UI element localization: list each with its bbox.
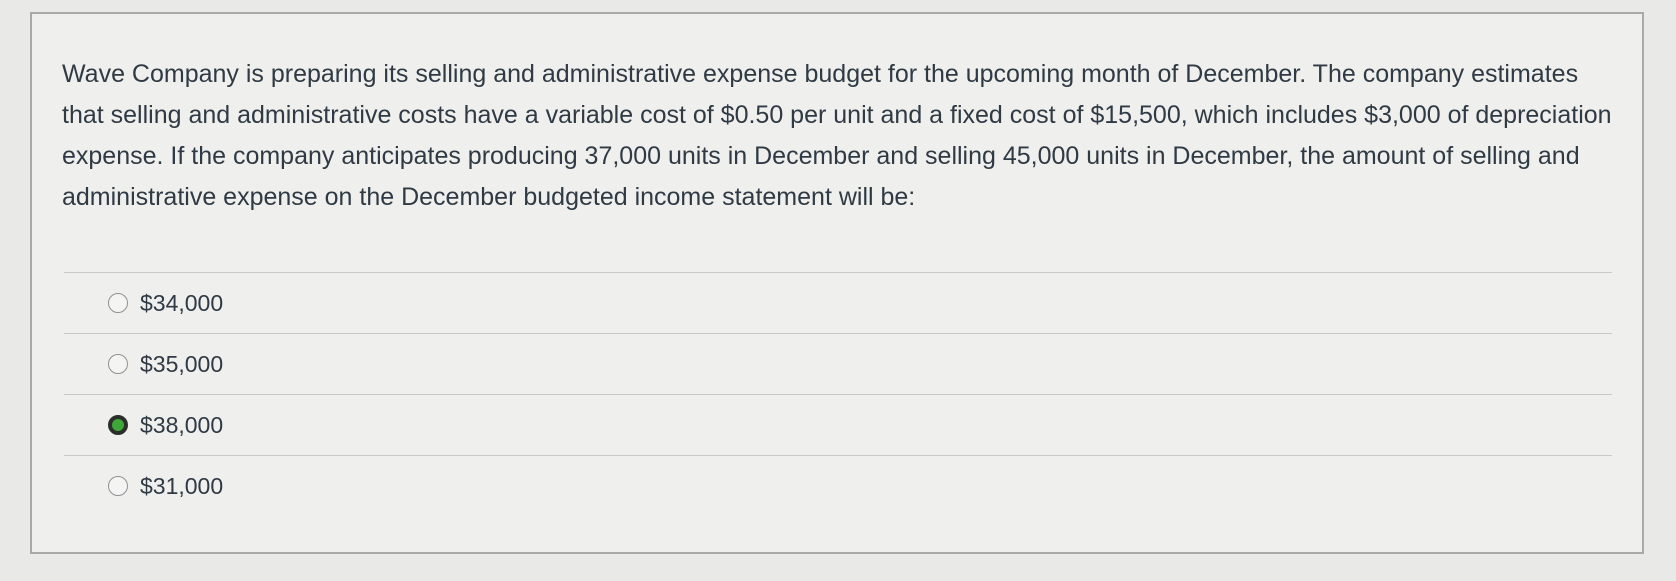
question-card	[30, 12, 1644, 554]
answer-option-2[interactable]	[64, 333, 1612, 394]
answer-label: $35,000	[140, 350, 224, 377]
answer-option-3[interactable]	[64, 394, 1612, 455]
answer-option-1[interactable]	[64, 272, 1612, 333]
answer-list	[64, 272, 1612, 516]
radio-button-icon[interactable]	[108, 293, 128, 313]
radio-button-icon[interactable]	[108, 476, 128, 496]
radio-button-icon[interactable]	[108, 354, 128, 374]
answer-label: $34,000	[140, 289, 224, 316]
answer-label: $38,000	[140, 411, 224, 438]
answer-option-4[interactable]	[64, 455, 1612, 516]
question-text: Wave Company is preparing its selling and administrative expense budget for the upcoming month of December. The company estimates that selling and administrative costs have a variable cost of $0.50 per unit and a fixed cost of $15,500, which includes $3,000 of depreciation expense. If the company anticipates producing 37,000 units in December and selling 45,000 units in December, the amount of selling and administrative expense on the December budgeted income statement will be:	[62, 60, 1612, 211]
radio-button-selected-icon[interactable]	[108, 415, 128, 435]
answer-label: $31,000	[140, 472, 224, 499]
